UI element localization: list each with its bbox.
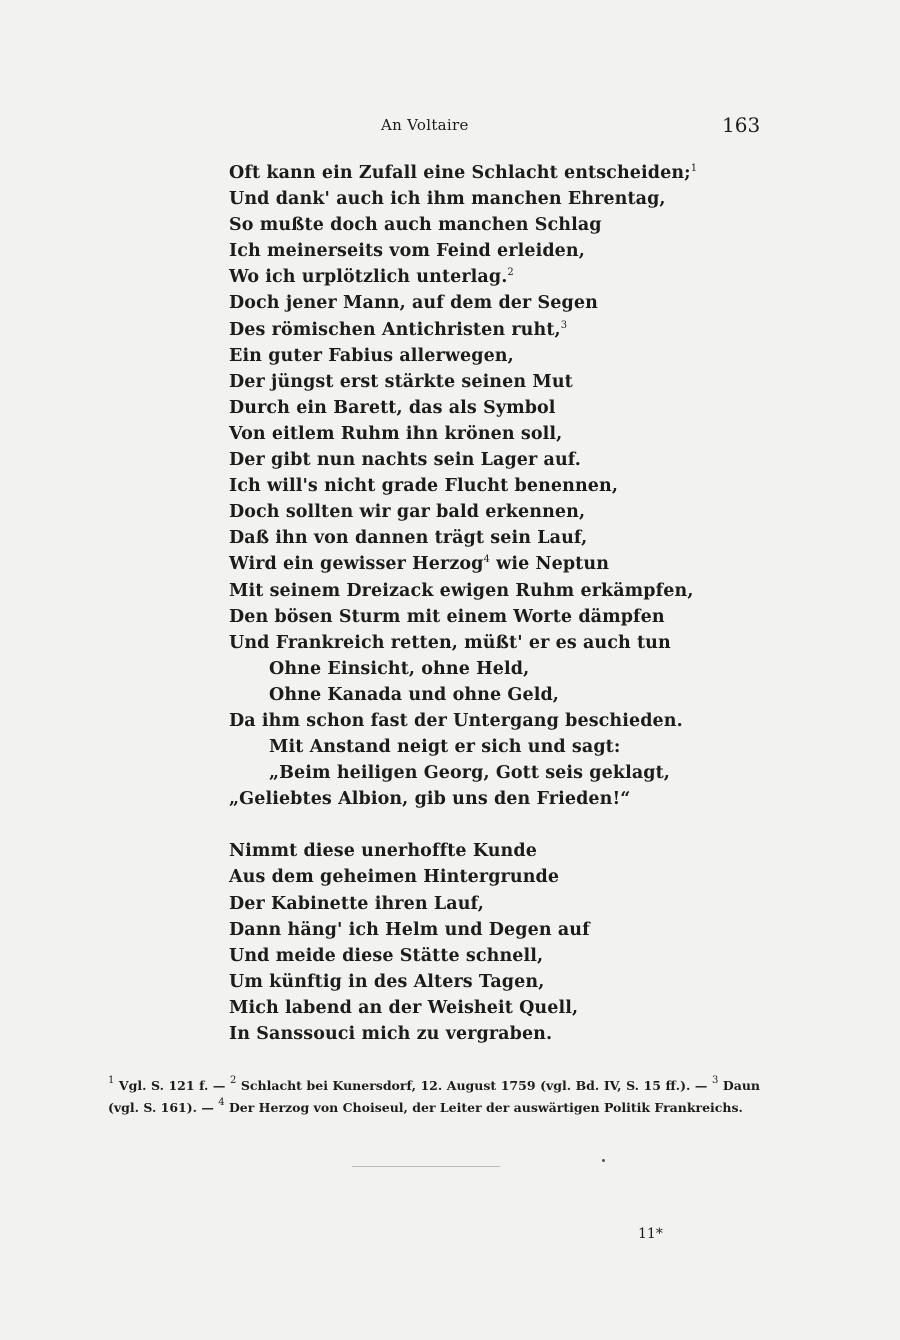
poem-line [229, 395, 789, 421]
poem-line-text: Doch sollten wir gar bald erkennen, [229, 502, 586, 523]
footnote [229, 1075, 712, 1093]
poem-line [229, 1021, 789, 1047]
poem-line [229, 682, 789, 708]
bottom-rule [352, 1166, 500, 1167]
poem-line-text: Durch ein Barett, das als Symbol [229, 397, 556, 418]
poem-line-text: Dann häng' ich Helm und Degen auf [229, 919, 590, 940]
poem-line [229, 447, 789, 473]
poem-line [229, 838, 789, 864]
poem-line-text: „Beim heiligen Georg, Gott seis geklagt, [269, 763, 670, 784]
poem-line-text: Der Kabinette ihren Lauf, [229, 893, 484, 914]
poem-line [229, 786, 789, 812]
poem-line [229, 525, 789, 551]
poem-line [229, 630, 789, 656]
footnotes [108, 1075, 760, 1119]
poem-line-text: Von eitlem Ruhm ihn krönen soll, [229, 423, 563, 444]
running-head [0, 113, 900, 140]
poem-line-text: Daß ihn von dannen trägt sein Lauf, [229, 528, 588, 549]
footnote-number: 4 [218, 1097, 225, 1108]
poem-line-text: Da ihm schon fast der Untergang beschieden. [229, 710, 683, 731]
stanza [229, 838, 789, 1047]
poem [229, 160, 789, 1047]
poem-line-text: Oft kann ein Zufall eine Schlacht entscheiden; [229, 163, 691, 183]
footnote-number: 3 [711, 1075, 719, 1086]
footnote-mark: 2 [507, 267, 514, 279]
poem-line-text: Doch jener Mann, auf dem der Segen [229, 293, 598, 314]
poem-line [229, 578, 789, 604]
poem-line [229, 317, 789, 343]
poem-line-text: Nimmt diese unerhoffte Kunde [229, 841, 537, 862]
poem-line-text: Ohne Einsicht, ohne Held, [269, 658, 530, 679]
poem-line [229, 917, 789, 943]
print-speck [602, 1159, 605, 1162]
poem-line-text: Und dank' auch ich ihm manchen Ehrentag, [229, 189, 666, 210]
poem-line-text: „Geliebtes Albion, gib uns den Frieden!“ [229, 789, 631, 810]
poem-line-text: In Sanssouci mich zu vergraben. [229, 1024, 553, 1044]
poem-line [229, 760, 789, 786]
footnote [218, 1097, 743, 1115]
poem-line [229, 343, 789, 369]
poem-line [229, 369, 789, 395]
footnote-text: Der Herzog von Choiseul, der Leiter der auswärtigen Politik Frankreichs. [228, 1100, 743, 1115]
running-title: An Voltaire [381, 116, 469, 134]
footnote-number: 2 [229, 1075, 237, 1086]
poem-line-text: Und Frankreich retten, müßt' er es auch tun [229, 632, 671, 653]
poem-line [229, 186, 789, 212]
poem-line [229, 969, 789, 995]
poem-line [229, 734, 789, 760]
poem-line [229, 656, 789, 682]
page-number: 163 [722, 113, 761, 137]
poem-line [229, 604, 789, 630]
poem-line [229, 891, 789, 917]
poem-line-text: Wird ein gewisser Herzog [229, 554, 484, 575]
poem-line-text: Mich labend an der Weisheit Quell, [229, 997, 579, 1018]
poem-line-text: Mit Anstand neigt er sich und sagt: [269, 737, 621, 758]
poem-line-text: Der gibt nun nachts sein Lager auf. [229, 450, 581, 471]
poem-line [229, 212, 789, 238]
poem-line-text: Und meide diese Stätte schnell, [229, 945, 544, 966]
poem-line-text: Ohne Kanada und ohne Geld, [269, 684, 559, 705]
printer-signature: 11* [638, 1226, 663, 1242]
poem-line [229, 551, 789, 577]
poem-line [229, 995, 789, 1021]
poem-line [229, 421, 789, 447]
poem-line-text: Wo ich urplötzlich unterlag. [229, 267, 508, 288]
stanza [229, 160, 789, 812]
poem-line-text: Um künftig in des Alters Tagen, [229, 971, 545, 992]
poem-line-text: So mußte doch auch manchen Schlag [229, 215, 602, 236]
poem-line-text: Der jüngst erst stärkte seinen Mut [229, 371, 573, 392]
poem-line [229, 864, 789, 890]
poem-line [229, 290, 789, 316]
poem-line [229, 708, 789, 734]
poem-line-text: Aus dem geheimen Hintergrunde [229, 867, 560, 888]
footnote-text: Schlacht bei Kunersdorf, 12. August 1759 (vgl. Bd. IV, S. 15 ff.). — [240, 1078, 712, 1093]
footnote-number: 1 [108, 1075, 115, 1086]
poem-line [229, 238, 789, 264]
footnote-mark: 3 [560, 319, 568, 331]
poem-line-tail: wie Neptun [489, 554, 610, 575]
poem-line-text: Ein guter Fabius allerwegen, [229, 345, 514, 366]
poem-line [229, 264, 789, 290]
poem-line [229, 943, 789, 969]
poem-line [229, 473, 789, 499]
footnote-mark: 1 [690, 163, 698, 174]
poem-line-text: Mit seinem Dreizack ewigen Ruhm erkämpfen, [229, 580, 694, 601]
poem-line-text: Des römischen Antichristen ruht, [229, 319, 561, 340]
poem-line [229, 499, 789, 525]
poem-line-text: Ich will's nicht grade Flucht benennen, [229, 476, 619, 497]
footnote-text: Daun (vgl. S. 161). — [108, 1078, 760, 1115]
footnote-text: Vgl. S. 121 f. — [118, 1078, 230, 1093]
poem-line [229, 160, 789, 186]
footnote-mark: 4 [483, 554, 490, 566]
poem-line-text: Ich meinerseits vom Feind erleiden, [229, 241, 585, 262]
poem-line-text: Den bösen Sturm mit einem Worte dämpfen [229, 606, 665, 627]
footnote [108, 1075, 230, 1093]
